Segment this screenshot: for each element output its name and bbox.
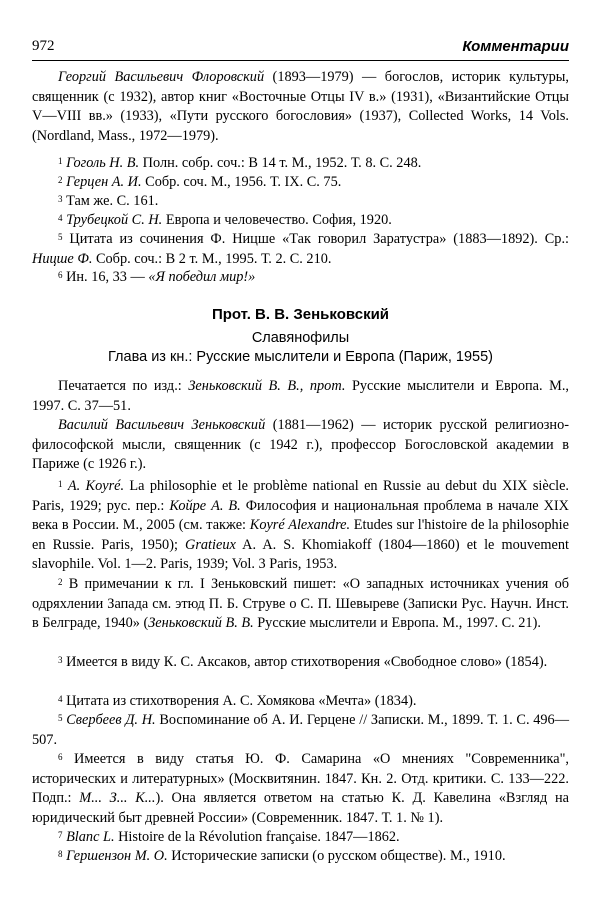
note-b3: $^3$ Имеется в виду К. С. Аксаков, автор стихотворения «Свободное слово» (1854). xyxy=(58,654,548,670)
note-b1: $^1$ A. Koyré. La philosophie et le problème national en Russie au debut du XIX siècle. Paris, 1929; рус. пер.: Койре А. В. Философия и национальная проблема в начале XIX века в России. М., 2005 (см. также: Koyré Alexandre. Etudes sur l'histoire de la philosophie en Russie. Paris, 1950); Gratieux A. A. S. Khomiakoff (1804—1860) et le mouvement slavophile. Vol. 1—2. Paris, 1939; Vol. 3 Paris, 1953. xyxy=(32,478,569,572)
bio-name: Георгий Васильевич Флоровский xyxy=(58,69,265,85)
page-number: 972 xyxy=(32,38,55,54)
note-b5: $^5$ Свербеев Д. Н. Воспоминание об А. И. Герцене // Записки. М., 1899. Т. 1. С. 496—507. xyxy=(32,712,570,748)
note-a1: $^1$ Гоголь Н. В. Полн. собр. соч.: В 14 т. М., 1952. Т. 8. С. 248. xyxy=(58,155,422,171)
bio-text: (1893—1979) — богослов, историк культуры, священник (с 1932), автор книг «Восточные Отцы IV в.» (1931), «Византийские Отцы V—VIII вв.» (1933), «Пути русского богословия» (1937), Collected Works, 14 Vols. (Nordland, Mass., 1972—1979). xyxy=(32,69,569,144)
note-b6: $^6$ Имеется в виду статья Ю. Ф. Самарина «О мнениях "Современника", исторических и литературных» (Москвитянин. 1847. Кн. 2. Отд. критики. С. 133—222. Подп.: М... З... К...). Она является ответом на статью К. Д. Кавелина «Взгляд на юридический быт древней России» (Современник. 1847. Т. 1. № 1). xyxy=(32,751,570,826)
note-b8: $^8$ Гершензон М. О. Исторические записки (о русском обществе). М., 1910. xyxy=(58,848,506,864)
print-note: Печатается по изд.: Зеньковский В. В., прот. Русские мыслители и Европа. М., 1997. С. 37—51. xyxy=(32,378,569,414)
note-a3: $^3$ Там же. С. 161. xyxy=(58,193,159,209)
note-a6: $^6$ Ин. 16, 33 — «Я победил мир!» xyxy=(58,269,256,285)
running-head: Комментарии xyxy=(462,38,569,55)
section-title: Прот. В. В. Зеньковский xyxy=(211,306,390,323)
note-b7: $^7$ Blanc L. Histoire de la Révolution française. 1847—1862. xyxy=(58,829,400,845)
section-source: Глава из кн.: Русские мыслители и Европа (Париж, 1955) xyxy=(108,349,493,365)
page-header xyxy=(32,38,569,61)
note-a5: $^5$ Цитата из сочинения Ф. Ницше «Так говорил Заратустра» (1883—1892). Ср.: Ницше Ф. Собр. соч.: В 2 т. М., 1995. Т. 2. С. 210. xyxy=(32,231,570,267)
section-subtitle: Славянофилы xyxy=(251,330,350,346)
note-a4: $^4$ Трубецкой С. Н. Европа и человечество. София, 1920. xyxy=(58,212,392,228)
note-b2: $^2$ В примечании к гл. I Зеньковский пишет: «О западных источниках учения об одряхлении Запада см. этюд П. Б. Струве о С. П. Шевыреве (Записки Рус. Научн. Инст. в Белграде, 1940» (Зеньковский В. В. Русские мыслители и Европа. М., 1997. С. 21). xyxy=(32,576,569,631)
note-a2: $^2$ Герцен А. И. Собр. соч. М., 1956. Т. IX. С. 75. xyxy=(58,174,342,190)
florovsky-bio xyxy=(32,68,569,146)
zenkovsky-bio: Василий Васильевич Зеньковский (1881—1962) — историк русской религиозно-философской мысли, священник (с 1942 г.), профессор Богословской академии в Париже (с 1926 г.). xyxy=(32,417,569,472)
note-b4: $^4$ Цитата из стихотворения А. С. Хомякова «Мечта» (1834). xyxy=(58,693,417,709)
